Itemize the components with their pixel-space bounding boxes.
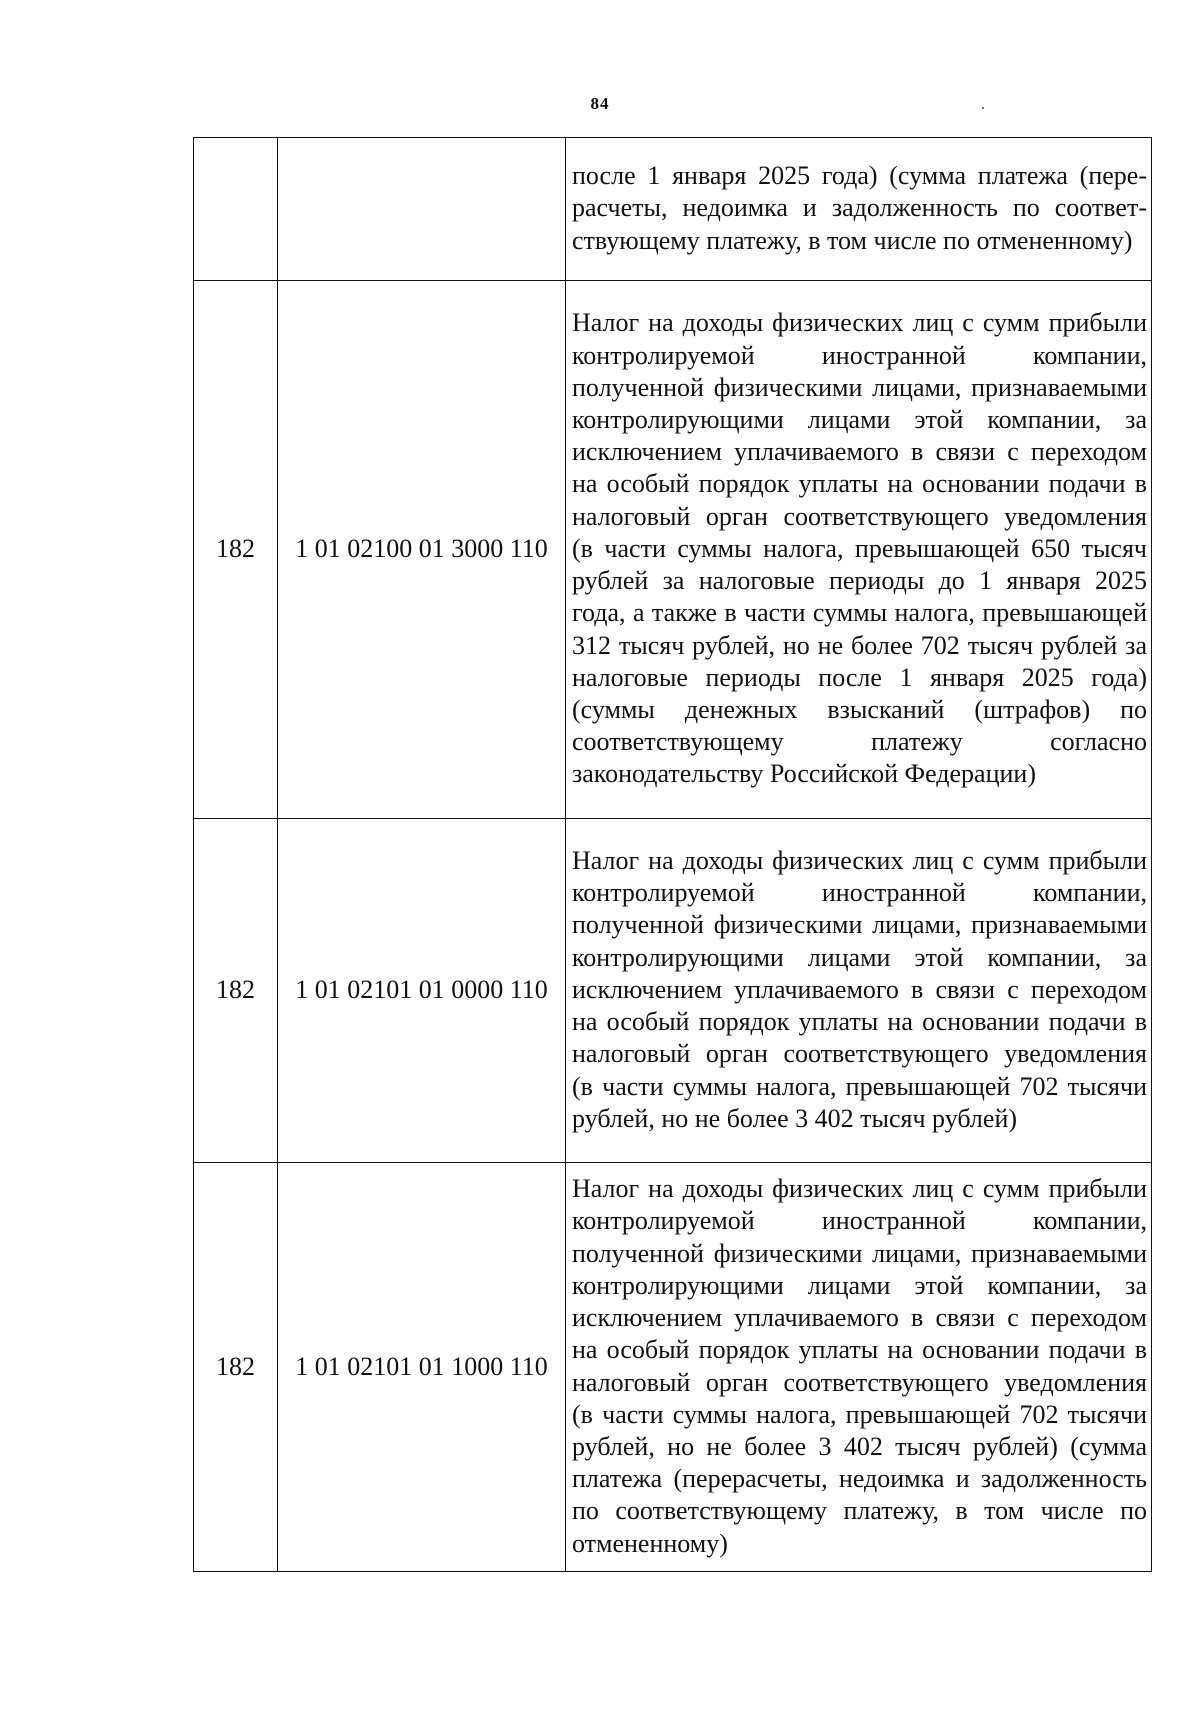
admin-code-cell	[194, 138, 278, 281]
page-number: 84	[590, 94, 610, 113]
income-name-cell: после 1 января 2025 года) (сумма платежа (перерасчеты, недоимка и задолженность по соответствующему платежу, в том числе по отмененному)	[566, 138, 1152, 281]
kbk-code-cell: 1 01 02101 01 0000 110	[278, 819, 566, 1163]
kbk-code-cell	[278, 138, 566, 281]
budget-classification-table	[193, 137, 1152, 1572]
admin-code-cell: 182	[194, 819, 278, 1163]
income-name-cell: Налог на доходы физических лиц с сумм прибыли контролируемой иностранной компании, полученной физическими лицами, признаваемыми контролирующими лицами этой компании, за исключением уплачиваемого в связи с переходом на особый порядок уплаты на основании подачи в налоговый орган соответствующего уведомления (в части суммы налога, превышающей 702 тысячи рублей, но не более 3 402 тысяч рублей) (сумма платежа (перерасчеты, недоимка и задолженность по соответствующему платежу, в том числе по отмененному)	[566, 1163, 1152, 1572]
income-name-cell: Налог на доходы физических лиц с сумм прибыли контролируемой иностранной компании, полученной физическими лицами, признаваемыми контролирующими лицами этой компании, за исключением уплачиваемого в связи с переходом на особый порядок уплаты на основании подачи в налоговый орган соответствующего уведомления (в части суммы налога, превышающей 702 тысячи рублей, но не более 3 402 тысяч рублей)	[566, 819, 1152, 1163]
kbk-code-cell: 1 01 02100 01 3000 110	[278, 281, 566, 819]
table-row	[194, 281, 1152, 819]
table-row	[194, 819, 1152, 1163]
admin-code-cell: 182	[194, 1163, 278, 1572]
table-row	[194, 1163, 1152, 1572]
scan-speck	[982, 107, 984, 109]
table-row	[194, 138, 1152, 281]
admin-code-cell: 182	[194, 281, 278, 819]
kbk-code-cell: 1 01 02101 01 1000 110	[278, 1163, 566, 1572]
income-name-cell: Налог на доходы физических лиц с сумм прибыли контролируемой иностранной компании, полученной физическими лицами, признаваемыми контролирующими лицами этой компании, за исключением уплачиваемого в связи с переходом на особый порядок уплаты на основании подачи в налоговый орган соответствующего уведомления (в части суммы налога, превышающей 650 тысяч рублей за налоговые периоды до 1 января 2025 года, а также в части суммы налога, превышающей 312 тысяч рублей, но не более 702 тысяч рублей за налоговые периоды после 1 января 2025 года) (суммы денежных взысканий (штрафов) по соответствующему платежу согласно законодательству Российской Федерации)	[566, 281, 1152, 819]
